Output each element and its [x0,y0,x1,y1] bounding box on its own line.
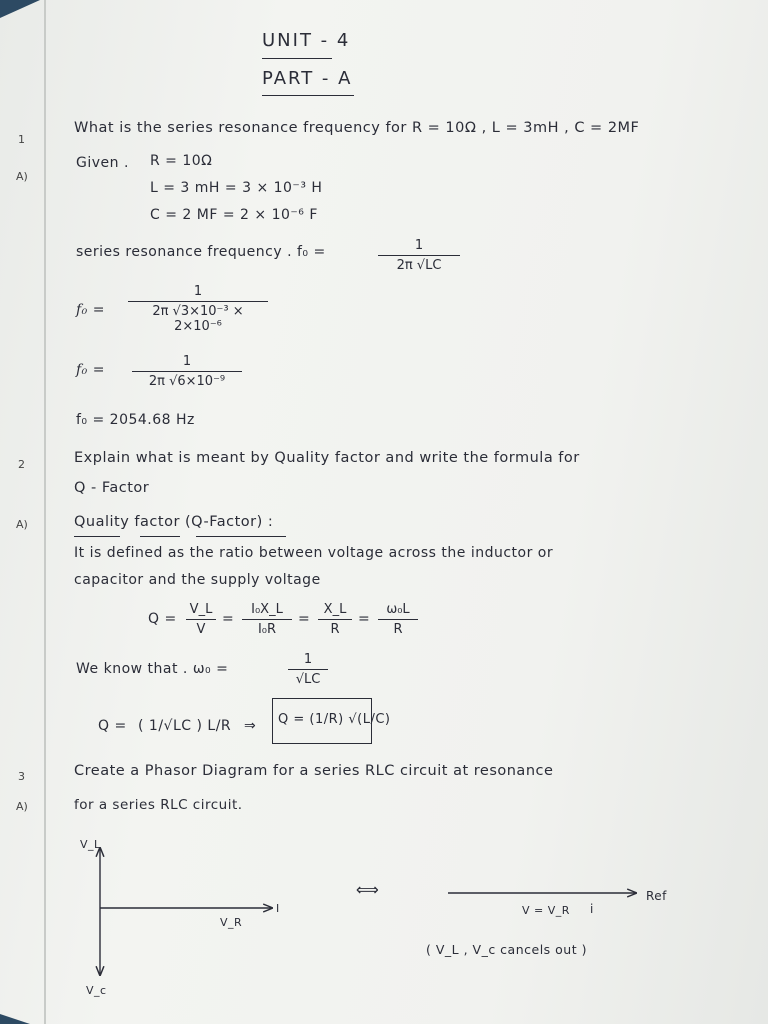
equals-sign-1: = [222,611,235,627]
step2-denominator: 2π √6×10⁻⁹ [148,374,226,389]
q-factor-heading: Quality factor (Q-Factor) : [74,514,274,530]
q-frac-3-den: R [330,622,340,637]
vc-label: V_c [86,984,107,997]
answer-marker-3: A) [16,800,28,813]
q-equation-lhs: Q = [148,611,177,627]
given-c: C = 2 MF = 2 × 10⁻⁶ F [150,207,318,223]
step1-lhs: f₀ = [76,302,105,318]
definition-line1: It is defined as the ratio between voltage across the inductor or [74,545,554,561]
v-equals-vr-label: V = V_R [522,904,570,917]
current-label-right: i [590,902,594,916]
vl-label: V_L [80,838,101,851]
formula-numerator: 1 [414,238,424,253]
unit-title: UNIT - 4 [262,30,351,51]
ref-label: Ref [646,889,667,903]
q-frac-4-num: ω₀L [386,602,410,617]
cancel-note: ( V_L , V_c cancels out ) [426,942,587,957]
vr-label: V_R [220,916,243,929]
q-frac-2-num: I₀X_L [251,602,283,617]
equivalence-arrow: ⟺ [356,880,380,899]
equals-sign-3: = [358,611,371,627]
question-2-line2: Q - Factor [74,480,150,496]
question-number-1: 1 [18,133,25,146]
boxed-q-text: Q = (1/R) √(L/C) [278,712,391,727]
q-frac-2-den: I₀R [257,622,277,637]
q-frac-1-num: V_L [189,602,213,617]
question-2-line1: Explain what is meant by Quality factor and write the formula for [74,450,580,466]
given-l: L = 3 mH = 3 × 10⁻³ H [150,180,323,196]
step1-numerator: 1 [193,284,203,299]
step2-lhs: f₀ = [76,362,105,378]
question-3-text: Create a Phasor Diagram for a series RLC circuit at resonance [74,763,554,779]
part-title: PART - A [262,68,353,89]
step2-numerator: 1 [182,354,192,369]
substitution-lhs: Q = [98,718,127,734]
answer-marker-1: A) [16,170,28,183]
current-label-left: I [276,902,280,915]
question-1-text: What is the series resonance frequency for R = 10Ω , L = 3mH , C = 2MF [74,120,640,136]
step1-denominator: 2π √3×10⁻³ × 2×10⁻⁶ [152,304,244,334]
omega-denominator: √LC [295,672,321,687]
answer-marker-2: A) [16,518,28,531]
given-r: R = 10Ω [150,153,213,169]
omega-numerator: 1 [303,652,313,667]
substitution-expression: ( 1/√LC ) L/R [138,718,232,734]
q-frac-4-den: R [393,622,403,637]
q1-result: f₀ = 2054.68 Hz [76,412,195,428]
definition-line2: capacitor and the supply voltage [74,572,321,588]
given-label: Given . [76,155,129,171]
equals-sign-2: = [298,611,311,627]
question-number-2: 2 [18,458,25,471]
q-frac-1-den: V [196,622,206,637]
formula-label: series resonance frequency . f₀ = [76,244,326,260]
q-frac-3-num: X_L [323,602,347,617]
formula-denominator: 2π √LC [396,258,442,273]
question-number-3: 3 [18,770,25,783]
implies-arrow: ⇒ [244,718,257,734]
answer-3-line: for a series RLC circuit. [74,797,243,813]
we-know-that: We know that . ω₀ = [76,661,229,677]
